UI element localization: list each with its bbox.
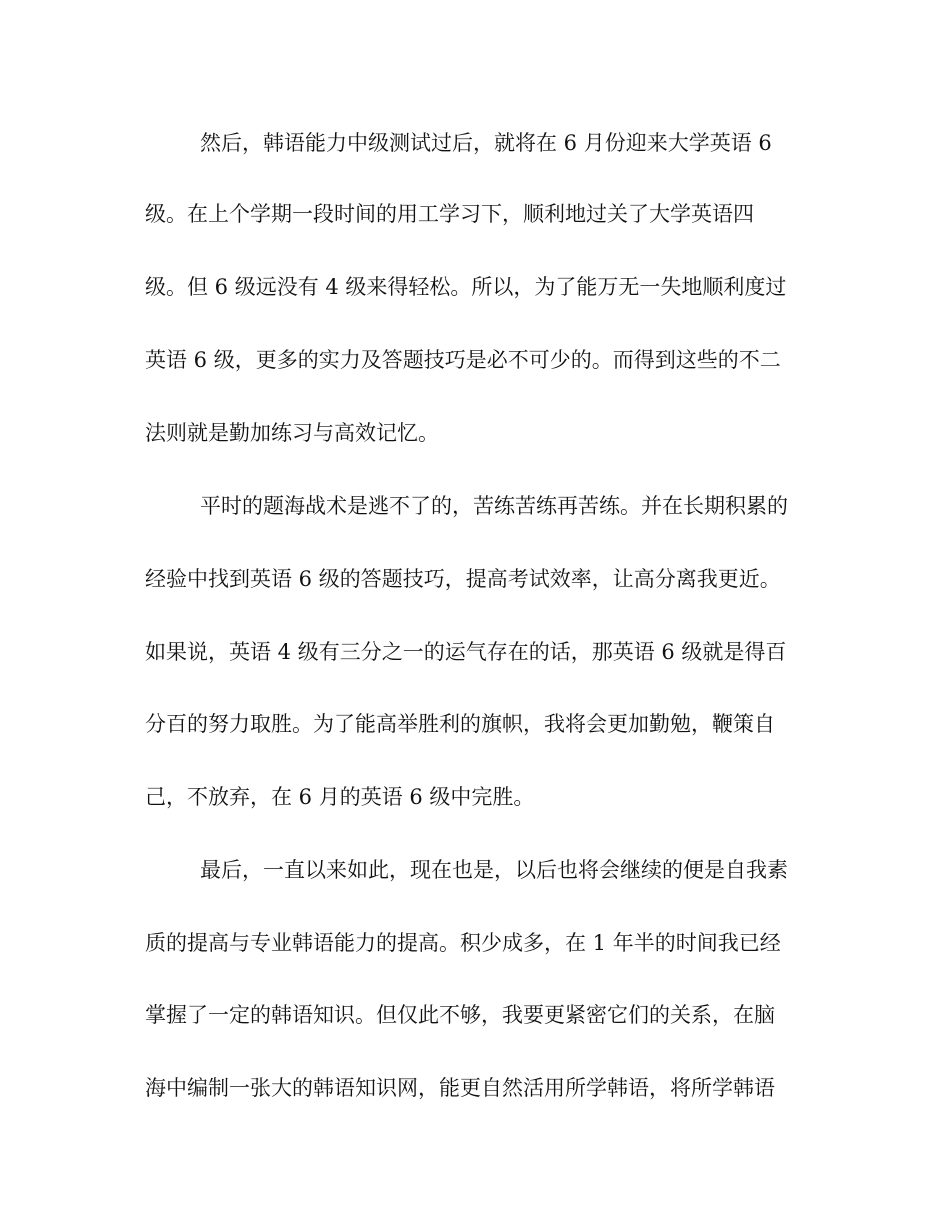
paragraph-3-line-4: 海中编制一张大的韩语知识网，能更自然活用所学韩语，将所学韩语 <box>145 1076 775 1100</box>
paragraph-2-line-1: 平时的题海战术是逃不了的，苦练苦练再苦练。并在长期积累的 <box>200 494 788 518</box>
paragraph-1-line-2: 级。在上个学期一段时间的用工学习下，顺利地过关了大学英语四 <box>145 202 754 226</box>
paragraph-2-line-3: 如果说，英语 4 级有三分之一的运气存在的话，那英语 6 级就是得百 <box>145 640 787 664</box>
paragraph-2-line-5: 己，不放弃，在 6 月的英语 6 级中完胜。 <box>145 785 535 809</box>
paragraph-3-line-2: 质的提高与专业韩语能力的提高。积少成多，在 1 年半的时间我已经 <box>145 931 781 955</box>
paragraph-3-line-1: 最后，一直以来如此，现在也是，以后也将会继续的便是自我素 <box>200 858 788 882</box>
paragraph-2-line-2: 经验中找到英语 6 级的答题技巧，提高考试效率，让高分离我更近。 <box>145 567 781 591</box>
paragraph-1-line-3: 级。但 6 级远没有 4 级来得轻松。所以，为了能万无一失地顺利度过 <box>145 275 787 299</box>
paragraph-1-line-4: 英语 6 级，更多的实力及答题技巧是必不可少的。而得到这些的不二 <box>145 348 781 372</box>
paragraph-3-line-3: 掌握了一定的韩语知识。但仅此不够，我要更紧密它们的关系，在脑 <box>145 1003 775 1027</box>
paragraph-1-line-1: 然后，韩语能力中级测试过后，就将在 6 月份迎来大学英语 6 <box>200 131 772 155</box>
paragraph-1-line-5: 法则就是勤加练习与高效记忆。 <box>145 421 439 445</box>
paragraph-2-line-4: 分百的努力取胜。为了能高举胜利的旗帜，我将会更加勤勉，鞭策自 <box>145 712 775 736</box>
